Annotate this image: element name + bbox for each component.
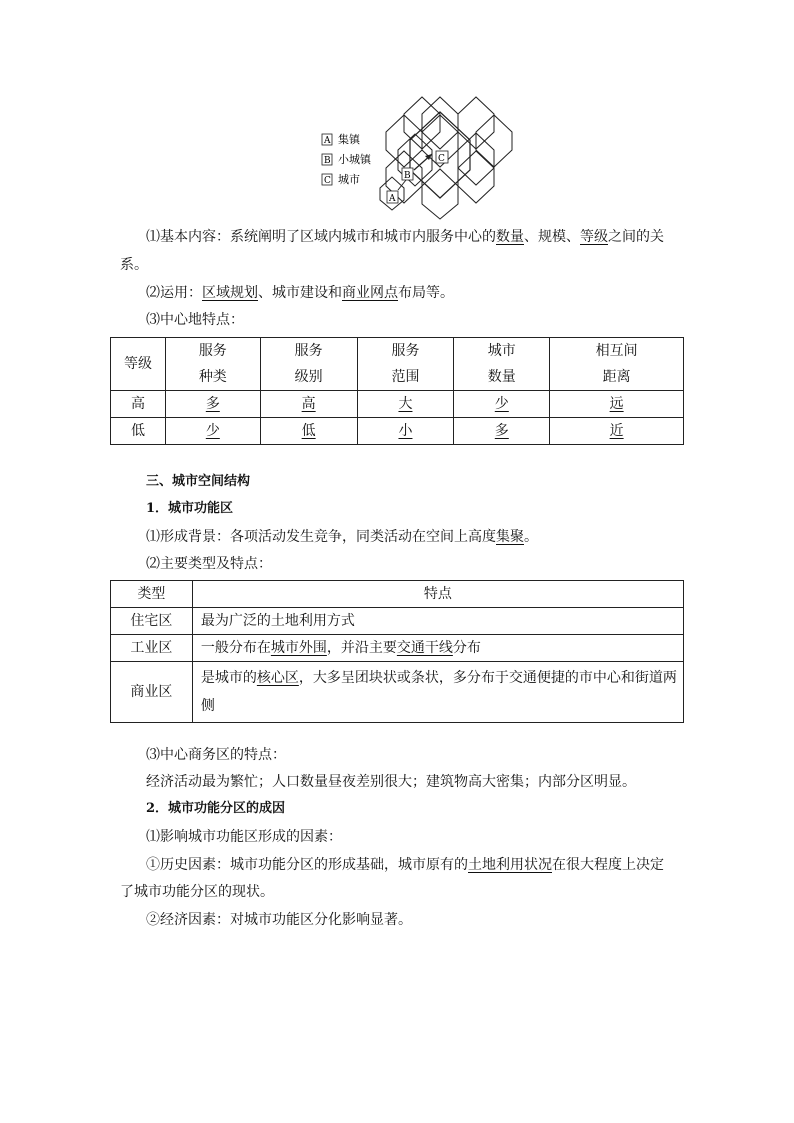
legend-label-a: 集镇 [338,133,360,146]
table-cell: 高 [111,391,166,418]
table-cell: 低 [111,418,166,445]
table-cell: 小 [357,418,454,445]
header-cell: 类型 [111,581,193,608]
paragraph-background [146,527,538,547]
central-place-table [110,337,684,445]
paragraph-application [146,283,454,303]
paragraph-economy: ②经济因素：对城市功能区分化影响显著。 [146,912,412,928]
table-cell: 大 [357,391,454,418]
paragraph-history [146,855,664,875]
subsection-title: 1．城市功能区 [146,501,234,516]
header-cell: 相互间 距离 [550,338,684,391]
table-row [111,635,684,662]
marker-c-label: C [438,154,445,164]
table-cell: 近 [550,418,684,445]
subsection-title: 2．城市功能分区的成因 [146,801,286,816]
paragraph-basic-content [146,227,664,247]
paragraph-cbd-heading: ⑶中心商务区的特点： [146,747,286,763]
table-cell: 多 [165,391,260,418]
table-cell: 远 [550,391,684,418]
table-cell: 少 [165,418,260,445]
hexagon [422,169,458,219]
table-row [111,391,684,418]
paragraph-factors-heading: ⑴影响城市功能区形成的因素： [146,829,342,845]
paragraph-continuation: 系。 [120,257,148,273]
table-cell: 最为广泛的土地利用方式 [192,608,683,635]
table-cell: 一般分布在城市外围，并沿主要交通干线分布 [192,635,683,662]
text: ⑵运用： [146,285,202,301]
legend-label-c: 城市 [338,173,360,186]
table-header-row [111,581,684,608]
paragraph-continuation: 了城市功能分区的现状。 [120,884,274,900]
text: 布局等。 [398,285,454,301]
table-row [111,608,684,635]
functional-zone-table [110,580,684,723]
text: ⑴基本内容：系统阐明了区域内城市和城市内服务中心的 [146,229,496,245]
text: 、城市建设和 [258,285,342,301]
header-cell: 等级 [111,338,166,391]
legend-label-b: 小城镇 [338,153,371,166]
text: 在很大程度上决定 [552,857,664,873]
text: 。 [524,529,538,545]
header-cell: 特点 [192,581,683,608]
text: ①历史因素：城市功能分区的形成基础，城市原有的 [146,857,468,873]
underlined-text: 土地利用状况 [468,857,552,873]
text: 、规模、 [524,229,580,245]
underlined-text: 区域规划 [202,285,258,301]
text: 之间的关 [608,229,664,245]
marker-a-label: A [389,194,396,204]
underlined-text: 数量 [496,229,524,245]
underlined-text: 商业网点 [342,285,398,301]
header-cell: 服务 种类 [165,338,260,391]
paragraph-features-heading: ⑶中心地特点： [146,312,244,328]
legend [322,132,372,186]
header-cell: 服务 范围 [357,338,454,391]
table-cell: 高 [260,391,357,418]
hexagon [458,151,494,203]
section-title: 三、城市空间结构 [146,474,251,489]
table-cell: 住宅区 [111,608,193,635]
table-cell: 是城市的核心区，大多呈团块状或条状，多分布于交通便捷的市中心和街道两 侧 [192,662,683,723]
legend-key-a: A [324,136,331,146]
table-cell: 商业区 [111,662,193,723]
header-cell: 服务 级别 [260,338,357,391]
arrow-a-to-b [398,180,406,190]
legend-key-b: B [324,156,331,166]
marker-b-label: B [404,171,411,181]
paragraph-cbd-features: 经济活动最为繁忙；人口数量昼夜差别很大；建筑物高大密集；内部分区明显。 [146,774,636,790]
central-place-diagram [312,92,522,220]
paragraph-types-heading: ⑵主要类型及特点： [146,556,272,572]
underlined-text: 等级 [580,229,608,245]
text: ⑴形成背景：各项活动发生竞争，同类活动在空间上高度 [146,529,496,545]
legend-key-c: C [324,176,331,186]
table-cell: 多 [454,418,550,445]
header-cell: 城市 数量 [454,338,550,391]
table-header-row [111,338,684,391]
table-row [111,662,684,723]
table-cell: 工业区 [111,635,193,662]
underlined-text: 集聚 [496,529,524,545]
table-cell: 低 [260,418,357,445]
table-row [111,418,684,445]
table-cell: 少 [454,391,550,418]
